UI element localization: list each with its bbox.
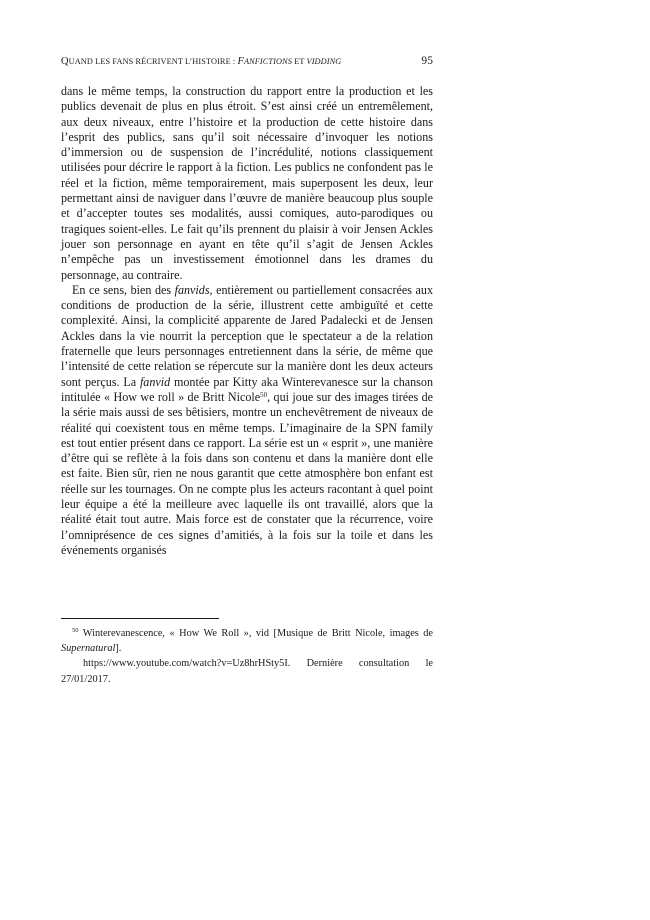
p2-text-c: montée par Kitty aka Winterevanesce sur la chanson intitulée « How we roll » de Britt Nicole — [61, 374, 433, 404]
footnote-text — [61, 626, 433, 656]
running-title-italic-part: ANFICTIONS — [243, 57, 292, 66]
page-number: 95 — [421, 55, 433, 67]
footnote-separator — [61, 618, 219, 619]
running-title-italic-initial: F — [237, 56, 244, 67]
p2-text-d: , qui joue sur des images tirées de la série mais aussi de ses bêtisiers, montre un enchevêtrement de niveaux de réalité qui coexistent tous en même temps. L’imaginaire de la SPN family est tout entier présent dans ce rapport. La série est un « esprit », une manière d’être qui se reflète à la fois dans son contenu et dans la manière dont elle est faite. Bien sûr, rien ne nous garantit que cette atmosphère bon enfant est réelle sur les tournages. On ne compte plus les acteurs racontant à quel point leur équipe a été la meilleure avec laquelle ils ont travaillé, alors que la réalité était tout autre. Mais force est de constater que la récurrence, voire l’omniprésence de ces signes d’amitiés, à la fois sur la toile et dans les événements organisés — [61, 389, 433, 557]
body-text — [61, 84, 433, 558]
p2-italic-fanvid: fanvid — [139, 374, 171, 389]
paragraph-2 — [61, 283, 433, 558]
running-title-part-1: UAND LES FANS RÉCRIVENT L’HISTOIRE : — [68, 57, 238, 66]
footnote-italic-title: Supernatural — [61, 643, 116, 655]
footnote-date: 27/01/2017. — [61, 673, 111, 685]
running-title-italic-end: VIDDING — [306, 57, 342, 66]
footnote-text-a: Winterevanescence, « How We Roll », vid [Musique de Britt Nicole, images de — [78, 628, 433, 639]
page-content — [61, 56, 433, 558]
footnote-number: 50 — [72, 627, 79, 634]
footnote-url-line[interactable]: https://www.youtube.com/watch?v=Uz8hrHSty5I. Dernière consultation le — [83, 658, 433, 670]
running-title-connector: ET — [291, 57, 307, 66]
running-title-initial: Q — [61, 56, 69, 67]
running-head — [61, 56, 433, 74]
running-title — [61, 56, 341, 67]
footnote-text-b: ]. — [115, 643, 122, 655]
paragraph-1: dans le même temps, la construction du rapport entre la production et les publics devenait de plus en plus étroit. S’est ainsi créé un entremêlement, aux deux niveaux, entre l’histoire et la production de cette histoire dans l’esprit des publics, sans qu’il soit nécessaire d’invoquer les notions d’immersion ou de suspension de l’incrédulité, notions classiquement utilisées pour décrire le rapport à la fiction. Les publics ne confondent pas le réel et la fiction, même temporairement, mais superposent les deux, leur permettant ainsi de naviguer dans l’œuvre de manière beaucoup plus souple et d’accepter toutes ses modalités, aussi comiques, auto-parodiques ou tragiques soient-elles. Le fait qu’ils prennent du plaisir à voir Jensen Ackles jouer son personnage en ayant en tête qu’il s’agit de Jensen Ackles n’empêche pas un investissement émotionnel dans les drames du personnage, au contraire. — [61, 84, 433, 282]
p2-italic-fanvids: fanvids — [174, 282, 210, 297]
p2-text-b: , entièrement ou partiellement consacrées aux conditions de production de la série, illustrent cette ambiguïté et cette complexité. Ainsi, la complicité apparente de Jared Padalecki et de Jensen Ackles dans la vie nourrit la perception que le spectateur a de la relation fraternelle que leurs personnages entretiennent dans la série, de même que l’intensité de cette relation se répercute sur la manière dont les deux acteurs sont perçus. La — [61, 282, 433, 389]
p2-text-a: En ce sens, bien des — [72, 282, 175, 297]
footnote-ref-50[interactable]: 50 — [260, 390, 268, 399]
footnote-50 — [61, 626, 433, 687]
